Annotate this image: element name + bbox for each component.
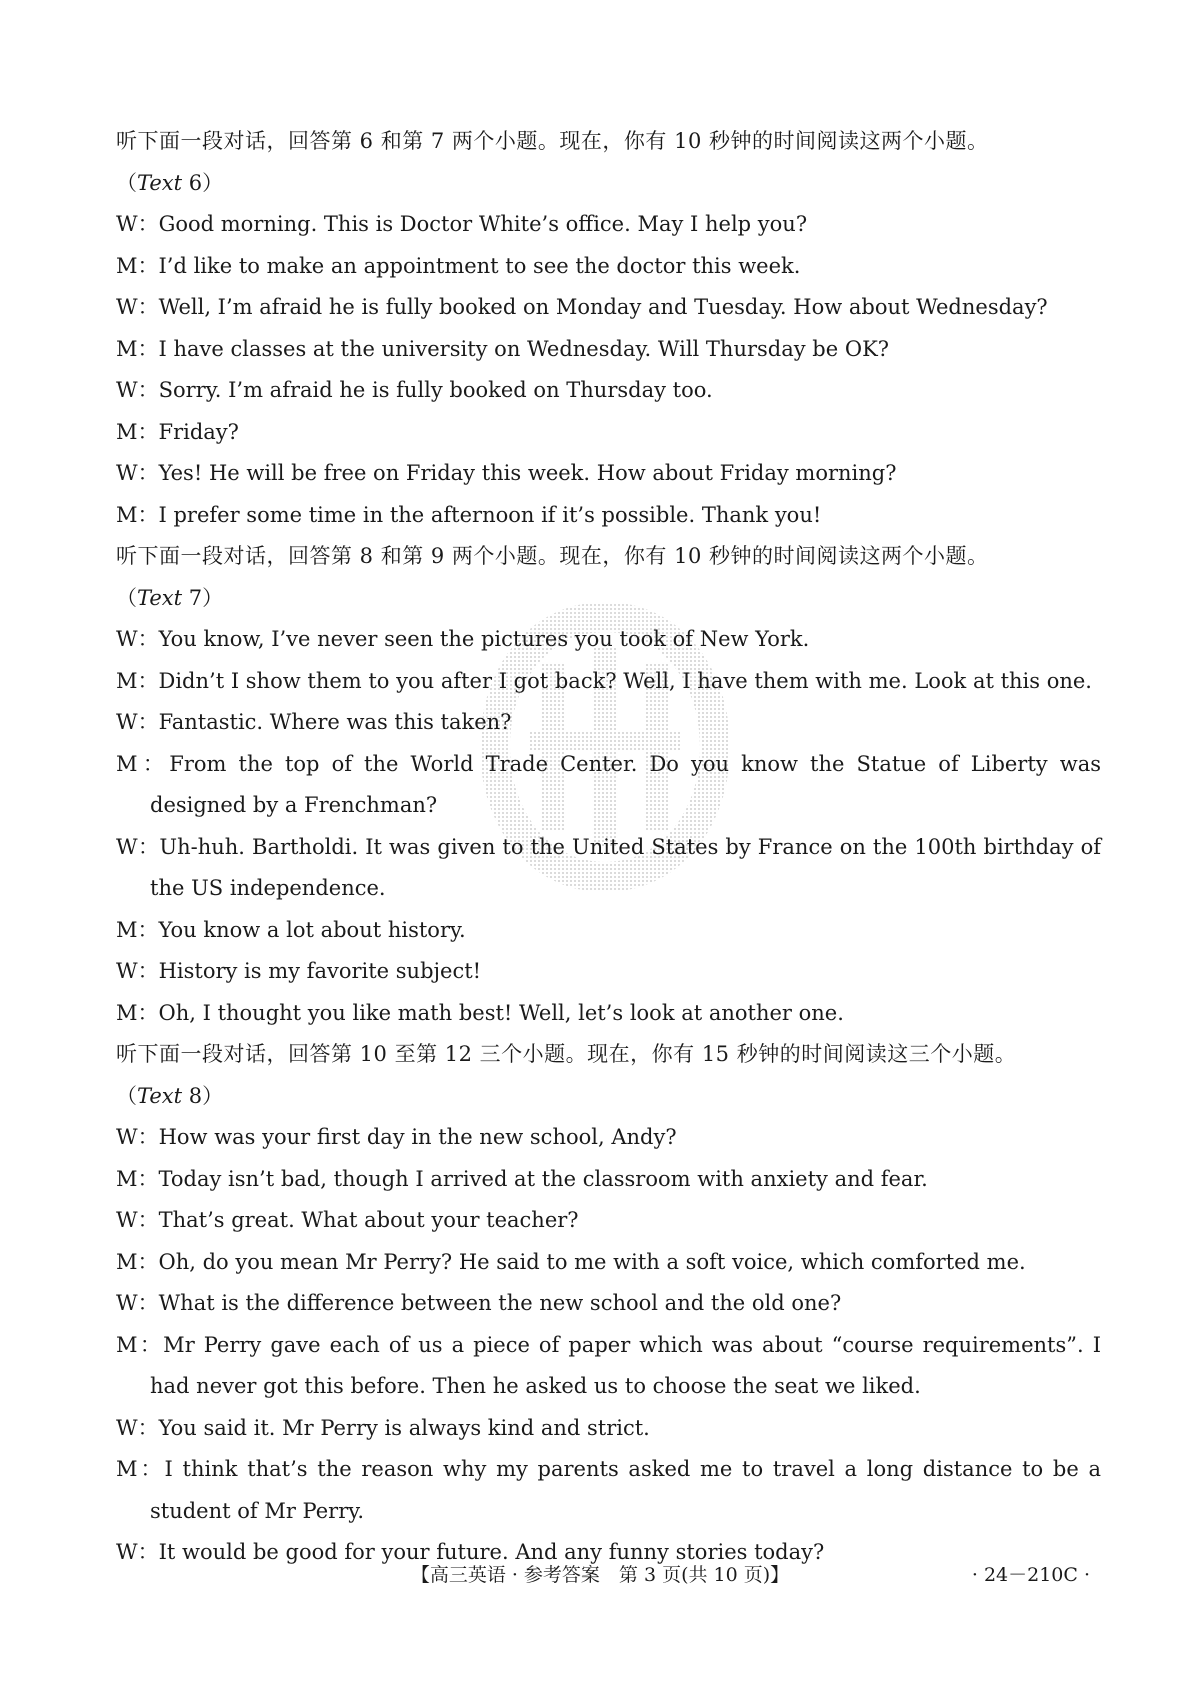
text-label-number: 6） — [182, 170, 224, 195]
instruction-line: 听下面一段对话，回答第 10 至第 12 三个小题。现在，你有 15 秒钟的时间阅读这三个小题。 — [116, 1042, 1017, 1066]
dialogue-line: M：Today isn’t bad, though I arrived at the classroom with anxiety and fear. — [116, 1166, 928, 1191]
dialogue-line: M：Oh, do you mean Mr Perry? He said to me with a soft voice, which comforted me. — [116, 1249, 1026, 1274]
dialogue-line: W：It would be good for your future. And any funny stories today? — [116, 1540, 825, 1564]
text-label — [116, 1076, 1101, 1118]
dialogue-line: W：History is my favorite subject! — [116, 959, 482, 983]
dialogue-line: W：That’s great. What about your teacher? — [116, 1208, 579, 1232]
dialogue-line: M：From the top of the World Trade Center. Do you know the Statue of Liberty was designed by a Frenchman? — [116, 751, 1101, 817]
text-label-open: （ — [116, 1083, 137, 1108]
text-label-open: （ — [116, 170, 137, 195]
footer-page-info: 【高三英语 · 参考答案 第 3 页(共 10 页)】 — [410, 1564, 790, 1586]
dialogue-line: W：Well, I’m afraid he is fully booked on Monday and Tuesday. How about Wednesday? — [116, 295, 1048, 319]
text-label-number: 8） — [182, 1083, 224, 1108]
text-label — [116, 163, 1101, 205]
dialogue-line: M：Oh, I thought you like math best! Well, let’s look at another one. — [116, 1000, 844, 1025]
text-label-number: 7） — [182, 585, 224, 610]
dialogue-line: W：Good morning. This is Doctor White’s office. May I help you? — [116, 212, 808, 236]
text-label-word: Text — [137, 170, 183, 195]
text-label-word: Text — [137, 585, 183, 610]
dialogue-line: W：Yes! He will be free on Friday this week. How about Friday morning? — [116, 461, 897, 485]
dialogue-line: M：I’d like to make an appointment to see the doctor this week. — [116, 253, 801, 278]
dialogue-line: W：Sorry. I’m afraid he is fully booked on Thursday too. — [116, 378, 713, 402]
instruction-line: 听下面一段对话，回答第 8 和第 9 两个小题。现在，你有 10 秒钟的时间阅读这两个小题。 — [116, 544, 989, 568]
dialogue-line: M：You know a lot about history. — [116, 917, 466, 942]
dialogue-line: M：I have classes at the university on Wednesday. Will Thursday be OK? — [116, 336, 890, 361]
text-label-open: （ — [116, 585, 137, 610]
text-label — [116, 578, 1101, 620]
dialogue-line: W：You said it. Mr Perry is always kind and strict. — [116, 1415, 650, 1440]
dialogue-line: M：Friday? — [116, 419, 239, 444]
dialogue-line: M：Mr Perry gave each of us a piece of paper which was about “course requirements”. I had never got this before. Then he asked us to choose the seat we liked. — [116, 1332, 1101, 1398]
dialogue-line: M：I think that’s the reason why my parents asked me to travel a long distance to be a student of Mr Perry. — [116, 1457, 1101, 1523]
dialogue-line: W：What is the difference between the new school and the old one? — [116, 1291, 842, 1315]
dialogue-line: W：Uh-huh. Bartholdi. It was given to the United States by France on the 100th birthday of the US independence. — [116, 834, 1101, 900]
document-body — [116, 121, 1101, 1574]
dialogue-line: M：Didn’t I show them to you after I got back? Well, I have them with me. Look at this one. — [116, 668, 1092, 693]
dialogue-line: M：I prefer some time in the afternoon if it’s possible. Thank you! — [116, 502, 822, 527]
dialogue-line: W：You know, I’ve never seen the pictures you took of New York. — [116, 627, 810, 651]
footer-code: · 24－210C · — [971, 1564, 1090, 1586]
dialogue-line: W：How was your first day in the new school, Andy? — [116, 1125, 677, 1149]
text-label-word: Text — [137, 1083, 183, 1108]
instruction-line: 听下面一段对话，回答第 6 和第 7 两个小题。现在，你有 10 秒钟的时间阅读这两个小题。 — [116, 129, 989, 153]
page-footer — [0, 1560, 1200, 1590]
dialogue-line: W：Fantastic. Where was this taken? — [116, 710, 512, 734]
